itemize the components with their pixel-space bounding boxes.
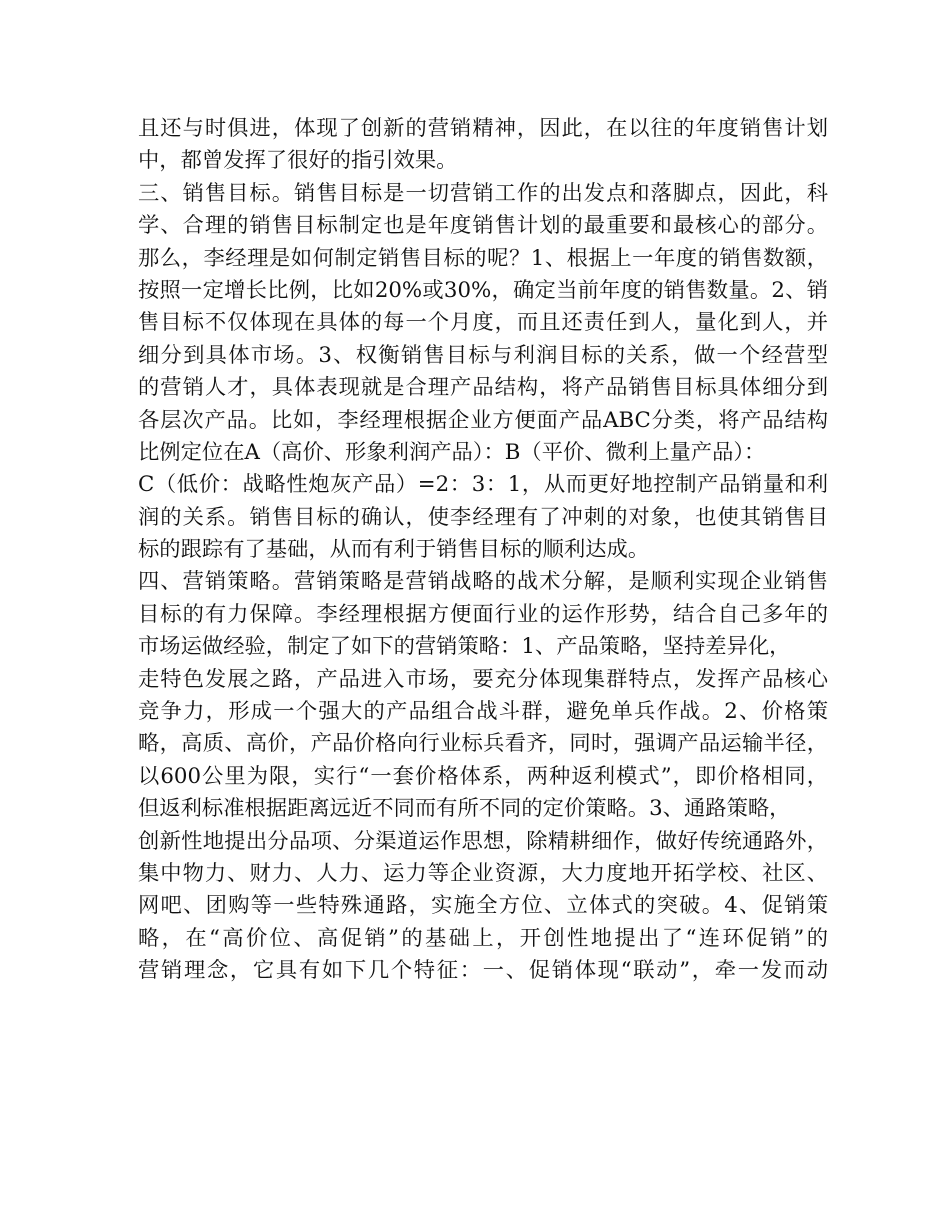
text-line: 目标的有力保障。李经理根据方便面行业的运作形势，结合自己多年的: [138, 601, 828, 627]
text-line: 营销理念，它具有如下几个特征：一、促销体现“联动”，牵一发而动: [138, 958, 828, 984]
text-line: 的营销人才，具体表现就是合理产品结构，将产品销售目标具体细分到: [138, 375, 828, 401]
text-line: 比例定位在A（高价、形象利润产品）：B（平价、微利上量产品）：: [138, 439, 766, 465]
text-line: 集中物力、财力、人力、运力等企业资源，大力度地开拓学校、社区、: [138, 860, 828, 886]
text-line: 但返利标准根据距离远近不同而有所不同的定价策略。3、通路策略，: [138, 796, 791, 822]
text-line: 售目标不仅体现在具体的每一个月度，而且还责任到人，量化到人，并: [138, 310, 828, 336]
text-line: 细分到具体市场。3、权衡销售目标与利润目标的关系，做一个经营型: [138, 342, 828, 368]
text-line: 按照一定增长比例，比如20%或30%，确定当前年度的销售数量。2、销: [138, 277, 828, 303]
text-line: 那么，李经理是如何制定销售目标的呢？1、根据上一年度的销售数额，: [138, 245, 828, 271]
text-line: 标的跟踪有了基础，从而有利于销售目标的顺利达成。: [138, 537, 650, 563]
text-line: 以600公里为限，实行“一套价格体系，两种返利模式”，即价格相同，: [138, 763, 828, 789]
text-line: 走特色发展之路，产品进入市场，要充分体现集群特点，发挥产品核心: [138, 666, 828, 692]
text-line: 三、销售目标。销售目标是一切营销工作的出发点和落脚点，因此，科: [138, 180, 828, 206]
text-line: 创新性地提出分品项、分渠道运作思想，除精耕细作，做好传统通路外，: [138, 828, 828, 854]
text-line: 网吧、团购等一些特殊通路，实施全方位、立体式的突破。4、促销策: [138, 893, 828, 919]
text-line: 中，都曾发挥了很好的指引效果。: [138, 148, 458, 174]
text-line: 各层次产品。比如，李经理根据企业方便面产品ABC分类，将产品结构: [138, 407, 828, 433]
text-line: C（低价：战略性炮灰产品）=2：3：1，从而更好地控制产品销量和利: [138, 472, 828, 498]
text-line: 四、营销策略。营销策略是营销战略的战术分解，是顺利实现企业销售: [138, 569, 828, 595]
text-line: 竞争力，形成一个强大的产品组合战斗群，避免单兵作战。2、价格策: [138, 699, 828, 725]
text-line: 润的关系。销售目标的确认，使李经理有了冲刺的对象，也使其销售目: [138, 504, 828, 530]
text-line: 市场运做经验，制定了如下的营销策略：1、产品策略，坚持差异化，: [138, 634, 791, 660]
document-body: [138, 113, 828, 988]
text-line: 且还与时俱进，体现了创新的营销精神，因此，在以往的年度销售计划: [138, 116, 828, 141]
text-line: 略，高质、高价，产品价格向行业标兵看齐，同时，强调产品运输半径，: [138, 731, 828, 757]
text-line: 学、合理的销售目标制定也是年度销售计划的最重要和最核心的部分。: [138, 213, 828, 239]
text-line: 略，在“高价位、高促销”的基础上，开创性地提出了“连环促销”的: [138, 925, 828, 951]
